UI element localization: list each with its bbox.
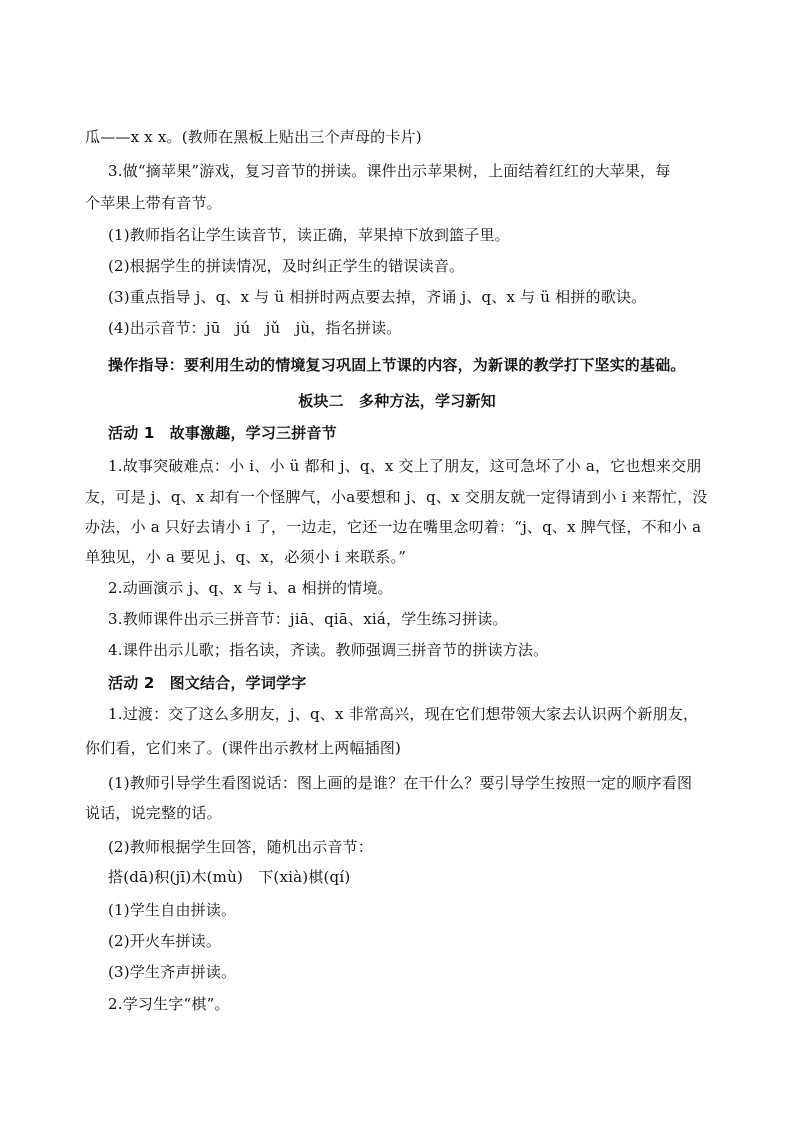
text-line-21: (1)教师引导学生看图说话：图上画的是谁？在干什么？要引导学生按照一定的顺序看图 bbox=[108, 774, 693, 792]
section-heading: 板块二 多种方法，学习新知 bbox=[298, 392, 496, 410]
text-line-26: (2)开火车拼读。 bbox=[108, 932, 222, 950]
text-line-16: 3.教师课件出示三拼音节：jiā、qiā、xiá，学生练习拼读。 bbox=[108, 610, 508, 628]
text-line-15: 2.动画演示 j、q、x 与 i、a 相拼的情境。 bbox=[108, 579, 393, 597]
text-line-22: 说话，说完整的话。 bbox=[85, 804, 222, 822]
operation-guidance: 操作指导：要利用生动的情境复习巩固上节课的内容，为新课的教学打下坚实的基础。 bbox=[108, 356, 686, 374]
text-line-13: 办法，小 a 只好去请小 i 了，一边走，它还一边在嘴里念叨着：“j、q、x 脾气怪，不和小 a bbox=[85, 518, 702, 536]
text-line-11: 1.故事突破难点：小 i、小 ü 都和 j、q、x 交上了朋友，这可急坏了小 a，它也想来交朋 bbox=[108, 457, 702, 475]
activity-1-heading: 活动 1 故事激趣，学习三拼音节 bbox=[108, 424, 337, 442]
text-line-4: (1)教师指名让学生读音节，读正确，苹果掉下放到篮子里。 bbox=[108, 226, 510, 244]
text-line-5: (2)根据学生的拼读情况，及时纠正学生的错误读音。 bbox=[108, 257, 465, 275]
text-line-3: 个苹果上带有音节。 bbox=[85, 194, 222, 212]
pinyin-words: 搭(dā)积(jī)木(mù) 下(xià)棋(qí) bbox=[108, 868, 351, 886]
text-line-23: (2)教师根据学生回答，随机出示音节： bbox=[108, 838, 374, 856]
text-line-27: (3)学生齐声拼读。 bbox=[108, 963, 237, 981]
text-line-2: 3.做“摘苹果”游戏，复习音节的拼读。课件出示苹果树，上面结着红红的大苹果，每 bbox=[108, 162, 671, 180]
text-line-20: 你们看，它们来了。(课件出示教材上两幅插图) bbox=[85, 739, 402, 757]
text-line-6: (3)重点指导 j、q、x 与 ü 相拼时两点要去掉，齐诵 j、q、x 与 ü 相拼的歌诀。 bbox=[108, 288, 647, 306]
text-line-25: (1)学生自由拼读。 bbox=[108, 901, 237, 919]
text-line-14: 单独见，小 a 要见 j、q、x，必须小 i 来联系。” bbox=[85, 548, 407, 566]
text-line-17: 4.课件出示儿歌；指名读，齐读。教师强调三拼音节的拼读方法。 bbox=[108, 641, 549, 659]
text-line-28: 2.学习生字“棋”。 bbox=[108, 995, 230, 1013]
text-line-7: (4)出示音节：jū jú jǔ jù，指名拼读。 bbox=[108, 319, 402, 337]
activity-2-heading: 活动 2 图文结合，学词学字 bbox=[108, 674, 307, 692]
text-line-1: 瓜——x x x。(教师在黑板上贴出三个声母的卡片) bbox=[85, 128, 422, 146]
text-line-12: 友，可是 j、q、x 却有一个怪脾气，小a要想和 j、q、x 交朋友就一定得请到小 i 来帮忙，没 bbox=[85, 488, 708, 506]
text-line-19: 1.过渡：交了这么多朋友，j、q、x 非常高兴，现在它们想带领大家去认识两个新朋友， bbox=[108, 705, 699, 723]
